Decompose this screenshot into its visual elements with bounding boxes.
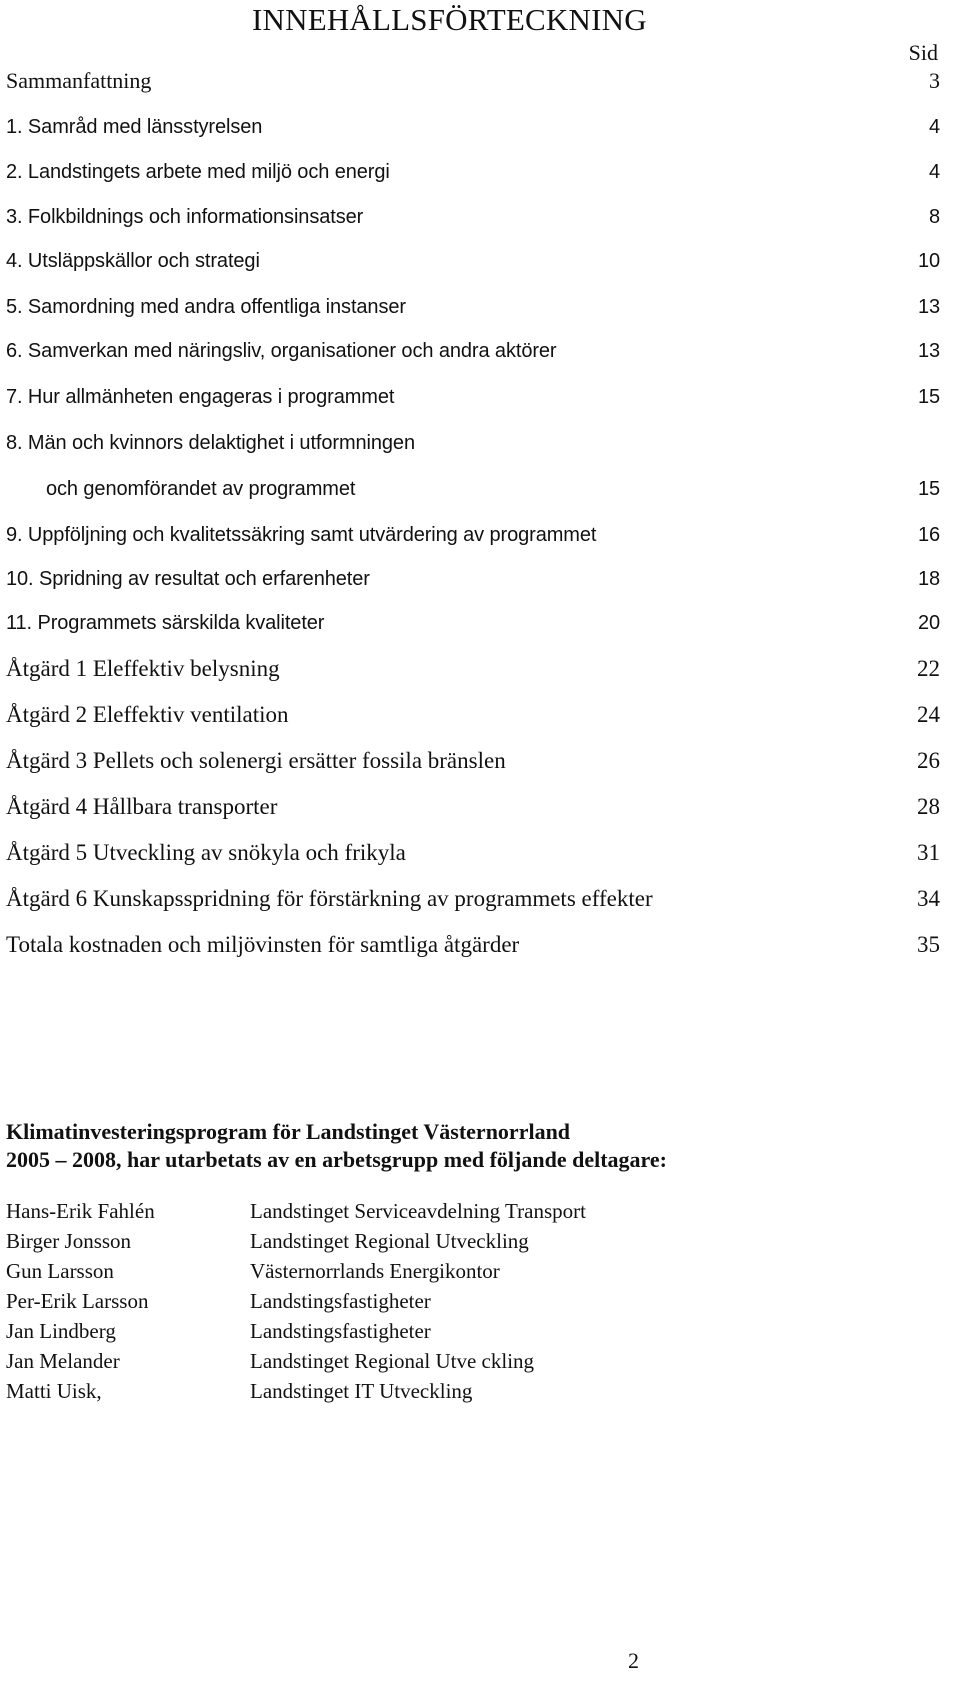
- member-name: Matti Uisk,: [6, 1379, 102, 1403]
- toc-entry-label: Åtgärd 5 Utveckling av snökyla och frikyla: [6, 840, 406, 865]
- toc-entry-label: Åtgärd 1 Eleffektiv belysning: [6, 656, 280, 681]
- toc-entry-label: och genomförandet av programmet: [46, 478, 356, 500]
- toc-entry-total-costs: [6, 930, 940, 960]
- member-name: Birger Jonsson: [6, 1229, 132, 1253]
- toc-entry-label: 8. Män och kvinnors delaktighet i utformningen: [6, 432, 415, 454]
- toc-entry-page: 16: [917, 524, 940, 546]
- toc-entry-label: Åtgärd 6 Kunskapsspridning för förstärkning av programmets effekter: [6, 886, 653, 911]
- toc-entry-page: 18: [917, 568, 940, 590]
- toc-entry-label: 2. Landstingets arbete med miljö och energi: [6, 161, 390, 183]
- toc-entry-6: [6, 336, 940, 366]
- toc-entry-page: 15: [917, 386, 940, 408]
- toc-entry-9: [6, 520, 940, 550]
- member-name: Hans-Erik Fahlén: [6, 1199, 155, 1223]
- toc-entry-page: 20: [917, 612, 940, 634]
- toc-entry-page: 35: [917, 932, 940, 957]
- toc-entry-page: 4: [928, 161, 940, 183]
- toc-entry-page: 26: [917, 748, 940, 773]
- working-group-heading-line-2: 2005 – 2008, har utarbetats av en arbetsgrupp med följande deltagare:: [6, 1147, 667, 1172]
- toc-entry-page: 31: [917, 840, 940, 865]
- member-organisation: Landstinget IT Utveckling: [250, 1379, 473, 1403]
- toc-entry-7: [6, 382, 940, 412]
- toc-entry-label: 1. Samråd med länsstyrelsen: [6, 116, 263, 138]
- toc-entry-label: 3. Folkbildnings och informationsinsatser: [6, 206, 364, 228]
- member-organisation: Västernorrlands Energikontor: [250, 1259, 500, 1283]
- toc-entry-label: 5. Samordning med andra offentliga instanser: [6, 296, 406, 318]
- member-organisation: Landstinget Regional Utveckling: [250, 1229, 529, 1253]
- page-column-header: Sid: [908, 40, 938, 65]
- toc-entry-page: 4: [928, 116, 940, 138]
- toc-entry-page: 13: [917, 296, 940, 318]
- toc-entry-4: [6, 246, 940, 276]
- toc-entry-page: 34: [917, 886, 940, 911]
- member-name: Gun Larsson: [6, 1259, 114, 1283]
- toc-entry-atgard-2: [6, 700, 940, 730]
- toc-entry-atgard-5: [6, 838, 940, 868]
- working-group-heading: [6, 1118, 667, 1174]
- toc-entry-label: Åtgärd 3 Pellets och solenergi ersätter fossila bränslen: [6, 748, 506, 773]
- toc-entry-3: [6, 202, 940, 232]
- toc-entry-1: [6, 112, 940, 142]
- toc-entry-label: Sammanfattning: [6, 68, 152, 93]
- toc-entry-8: [6, 428, 940, 458]
- toc-entry-page: 22: [917, 656, 940, 681]
- toc-entry-summary: [6, 66, 940, 96]
- toc-entry-page: 24: [917, 702, 940, 727]
- toc-entry-label: Totala kostnaden och miljövinsten för samtliga åtgärder: [6, 932, 520, 957]
- toc-entry-atgard-3: [6, 746, 940, 776]
- toc-entry-10: [6, 564, 940, 594]
- toc-entry-5: [6, 292, 940, 322]
- member-name: Jan Melander: [6, 1349, 120, 1373]
- toc-entry-label: 10. Spridning av resultat och erfarenheter: [6, 568, 370, 590]
- toc-entry-label: 11. Programmets särskilda kvaliteter: [6, 612, 325, 634]
- toc-entry-page: 28: [917, 794, 940, 819]
- member-organisation: Landstingsfastigheter: [250, 1289, 431, 1313]
- toc-entry-page: 13: [917, 340, 940, 362]
- toc-entry-11: [6, 608, 940, 638]
- toc-entry-label: 4. Utsläppskällor och strategi: [6, 250, 260, 272]
- toc-entry-2: [6, 157, 940, 187]
- toc-entry-label: Åtgärd 4 Hållbara transporter: [6, 794, 278, 819]
- member-name: Per-Erik Larsson: [6, 1289, 149, 1313]
- toc-entry-label: Åtgärd 2 Eleffektiv ventilation: [6, 702, 289, 727]
- working-group-heading-line-1: Klimatinvesteringsprogram för Landstinget Västernorrland: [6, 1119, 571, 1144]
- page-number: 2: [628, 1648, 639, 1673]
- toc-entry-page: 3: [929, 68, 940, 93]
- member-organisation: Landstinget Regional Utve ckling: [250, 1349, 535, 1373]
- page-title: INNEHÅLLSFÖRTECKNING: [252, 2, 647, 37]
- member-organisation: Landstinget Serviceavdelning Transport: [250, 1199, 586, 1223]
- toc-entry-page: 15: [917, 478, 940, 500]
- toc-entry-atgard-4: [6, 792, 940, 822]
- toc-entry-8-continued: [6, 474, 940, 504]
- toc-entry-label: 6. Samverkan med näringsliv, organisationer och andra aktörer: [6, 340, 557, 362]
- toc-entry-atgard-6: [6, 884, 940, 914]
- toc-entry-label: 7. Hur allmänheten engageras i programmet: [6, 386, 395, 408]
- toc-entry-atgard-1: [6, 654, 940, 684]
- toc-entry-label: 9. Uppföljning och kvalitetssäkring samt utvärdering av programmet: [6, 524, 597, 546]
- toc-entry-page: 10: [917, 250, 940, 272]
- member-name: Jan Lindberg: [6, 1319, 116, 1343]
- toc-entry-page: 8: [928, 206, 940, 228]
- member-organisation: Landstingsfastigheter: [250, 1319, 431, 1343]
